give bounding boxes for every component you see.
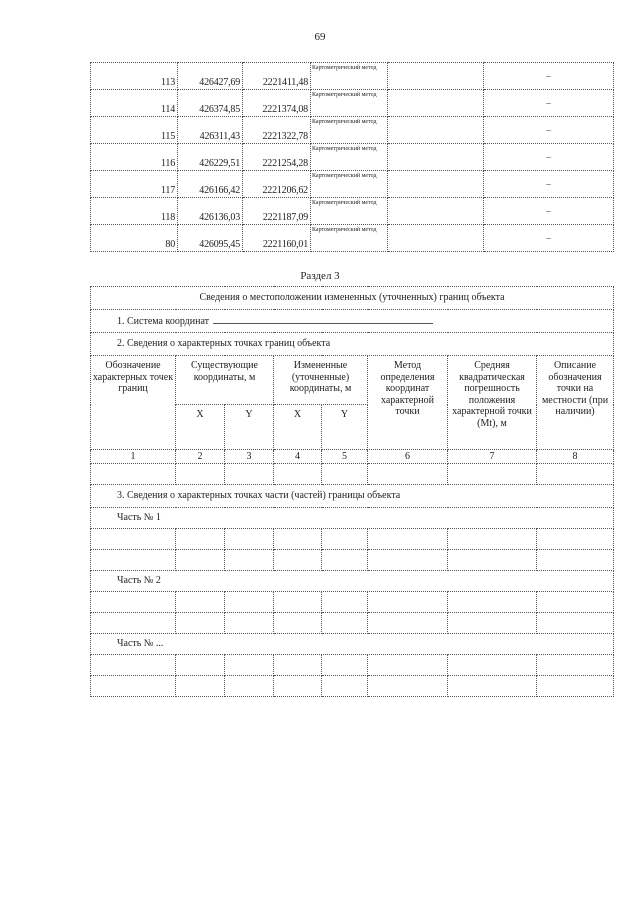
point-number: 115: [91, 117, 178, 144]
coord-x: 426166,42: [178, 171, 243, 198]
method-cell: Картометрический метод: [311, 90, 388, 117]
table-row: [91, 144, 614, 171]
parts-section-label: 3. Сведения о характерных точках части (частей) границы объекта: [91, 485, 614, 508]
method-cell: Картометрический метод: [311, 171, 388, 198]
column-number: 4: [274, 450, 322, 464]
description-cell: –: [484, 90, 614, 117]
coord-y: 2221374,08: [243, 90, 311, 117]
header-description: Описание обозначения точки на местности (при наличии): [537, 356, 614, 450]
table-row: [91, 592, 614, 613]
empty-cell: [388, 171, 484, 198]
header-changed-y: Y: [322, 405, 368, 450]
empty-cell: [388, 144, 484, 171]
section-title: Раздел 3: [300, 270, 340, 282]
method-cell: Картометрический метод: [311, 225, 388, 252]
empty-cell: [388, 90, 484, 117]
column-number: 7: [448, 450, 537, 464]
coord-system-blank: [213, 314, 433, 324]
part-label: Часть № ...: [91, 634, 614, 655]
coord-x: 426229,51: [178, 144, 243, 171]
coord-system-label: 1. Система координат: [117, 316, 210, 328]
header-existing-x: X: [176, 405, 225, 450]
table-row: [91, 529, 614, 550]
header-method: Метод определения координат характерной точки: [368, 356, 448, 450]
table-row: [91, 171, 614, 198]
description-cell: –: [484, 225, 614, 252]
point-number: 80: [91, 225, 178, 252]
point-number: 114: [91, 90, 178, 117]
table-row: [91, 63, 614, 90]
coord-x: 426311,43: [178, 117, 243, 144]
column-number: 1: [91, 450, 176, 464]
header-changed-x: X: [274, 405, 322, 450]
coord-y: 2221187,09: [243, 198, 311, 225]
method-cell: Картометрический метод: [311, 63, 388, 90]
coord-y: 2221206,62: [243, 171, 311, 198]
coord-y: 2221411,48: [243, 63, 311, 90]
coord-x: 426136,03: [178, 198, 243, 225]
column-number: 3: [225, 450, 274, 464]
coord-x: 426427,69: [178, 63, 243, 90]
header-existing-coordinates: Существующие координаты, м: [176, 356, 274, 405]
coord-system-row: [91, 310, 614, 333]
table-row: [91, 550, 614, 571]
table-title: Сведения о местоположении измененных (уточненных) границ объекта: [91, 287, 614, 310]
coord-y: 2221254,28: [243, 144, 311, 171]
table-row: [91, 613, 614, 634]
point-number: 117: [91, 171, 178, 198]
part-label: Часть № 1: [91, 508, 614, 529]
description-cell: –: [484, 198, 614, 225]
coord-y: 2221322,78: [243, 117, 311, 144]
part-label: Часть № 2: [91, 571, 614, 592]
coordinates-table: [90, 62, 614, 252]
empty-cell: [388, 117, 484, 144]
changed-boundaries-table: [90, 286, 614, 697]
table-row: [91, 117, 614, 144]
column-numbers-row: [91, 450, 614, 464]
header-existing-y: Y: [225, 405, 274, 450]
empty-cell: [388, 63, 484, 90]
description-cell: –: [484, 144, 614, 171]
table-row: [91, 198, 614, 225]
points-section-label: 2. Сведения о характерных точках границ объекта: [91, 333, 614, 356]
column-number: 8: [537, 450, 614, 464]
table-row: [91, 90, 614, 117]
method-cell: Картометрический метод: [311, 117, 388, 144]
header-changed-coordinates: Измененные (уточненные) координаты, м: [274, 356, 368, 405]
table-row: [91, 225, 614, 252]
header-error: Средняя квадратическая погрешность положения характерной точки (Mt), м: [448, 356, 537, 450]
page-number: 69: [314, 31, 326, 43]
column-number: 2: [176, 450, 225, 464]
method-cell: Картометрический метод: [311, 144, 388, 171]
empty-cell: [388, 225, 484, 252]
point-number: 118: [91, 198, 178, 225]
table-row: [91, 676, 614, 697]
point-number: 116: [91, 144, 178, 171]
coord-x: 426374,85: [178, 90, 243, 117]
empty-cell: [388, 198, 484, 225]
coord-x: 426095,45: [178, 225, 243, 252]
description-cell: –: [484, 117, 614, 144]
description-cell: –: [484, 63, 614, 90]
description-cell: –: [484, 171, 614, 198]
column-number: 5: [322, 450, 368, 464]
header-designation: Обозначение характерных точек границ: [91, 356, 176, 450]
table-row: [91, 655, 614, 676]
method-cell: Картометрический метод: [311, 198, 388, 225]
table-row: [91, 464, 614, 485]
point-number: 113: [91, 63, 178, 90]
coord-y: 2221160,01: [243, 225, 311, 252]
column-number: 6: [368, 450, 448, 464]
